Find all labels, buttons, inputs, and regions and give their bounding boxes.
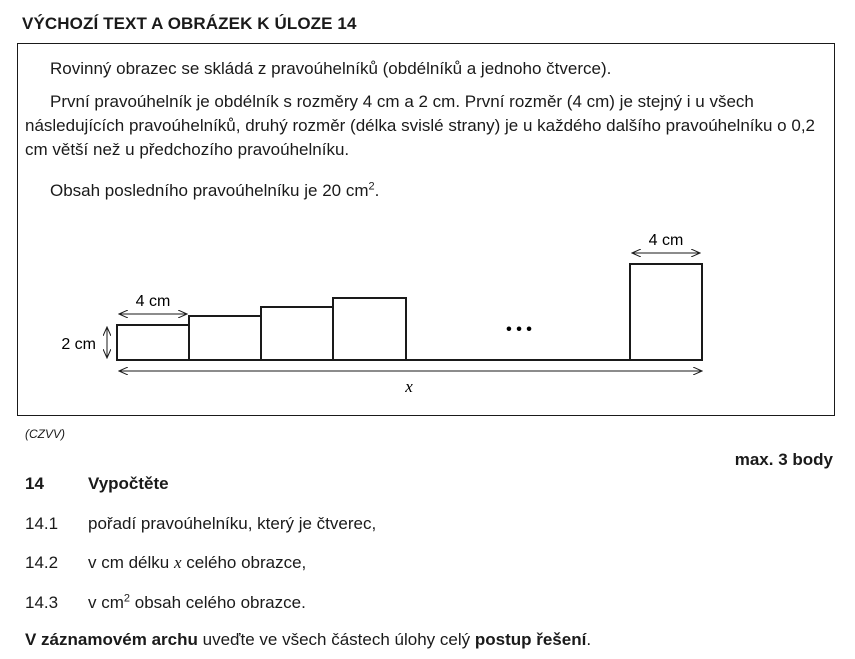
- source-text-frame: [17, 43, 835, 416]
- subtask-2-post: celého obrazce,: [181, 553, 307, 572]
- paragraph-3-text: Obsah posledního pravoúhelníku je 20 cm: [50, 181, 369, 200]
- instruction-bold-2: postup řešení: [474, 630, 587, 649]
- max-points: max. 3 body: [734, 450, 833, 469]
- subtask-number-1: 14.1: [25, 514, 59, 533]
- width-label-last: 4 cm: [648, 232, 684, 249]
- rectangles-figure: [18, 44, 836, 417]
- subtask-number-2: 14.2: [25, 553, 59, 572]
- total-length-label: x: [405, 377, 413, 396]
- rectangle-1: [117, 325, 189, 360]
- paragraph-2: První pravoúhelník je obdélník s rozměry 4 cm a 2 cm. První rozměr (4 cm) je stejný i u všech následujících pravoúhelníků, druhý rozměr (délka svislé strany) je u každého dalšího pravoúhelníku o 0,2 cm větší než u předchozího pravoúhelníku.: [25, 92, 815, 159]
- section-heading: VÝCHOZÍ TEXT A OBRÁZEK K ÚLOZE 14: [22, 14, 357, 33]
- subtask-2-pre: v cm délku: [88, 553, 174, 572]
- rectangle-4: [333, 298, 406, 360]
- rectangle-3: [261, 307, 333, 360]
- subtask-3-pre: v cm: [88, 593, 124, 612]
- task-title: Vypočtěte: [88, 474, 169, 493]
- instruction-line: [25, 630, 591, 650]
- rectangle-2: [189, 316, 261, 360]
- subtask-text-2: [88, 553, 306, 573]
- height-label: 2 cm: [61, 336, 96, 353]
- subtask-text-3: [88, 593, 306, 613]
- subtask-text-1: pořadí pravoúhelníku, který je čtverec,: [88, 514, 377, 533]
- subtask-number-3: 14.3: [25, 593, 59, 612]
- paragraph-1: Rovinný obrazec se skládá z pravoúhelníků (obdélníků a jednoho čtverce).: [50, 59, 612, 78]
- width-label-first: 4 cm: [135, 293, 171, 310]
- ellipsis-dots: • • •: [506, 321, 532, 338]
- subtask-2-variable: x: [173, 553, 182, 572]
- task-number: 14: [25, 474, 44, 493]
- paragraph-3-end: .: [374, 181, 380, 200]
- instruction-middle: uveďte ve všech částech úlohy celý: [197, 630, 475, 649]
- instruction-end: .: [586, 630, 592, 649]
- source-attribution: (CZVV): [25, 427, 65, 441]
- subtask-3-exponent: 2: [123, 592, 131, 605]
- paragraph-3-exponent: 2: [368, 180, 375, 193]
- instruction-bold-1: V záznamovém archu: [25, 630, 198, 649]
- rectangle-last-square: [630, 264, 702, 360]
- subtask-3-post: obsah celého obrazce.: [130, 593, 306, 612]
